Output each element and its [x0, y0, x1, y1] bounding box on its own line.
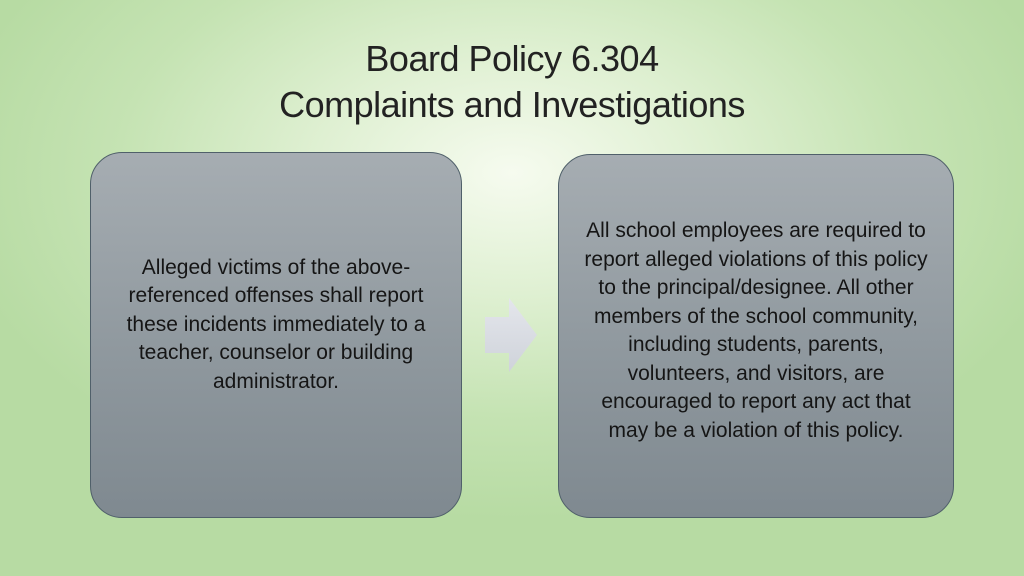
victim-reporting-text: Alleged victims of the above-referenced offenses shall report these incidents immediately to a teacher, counselor or building administrator. [126, 255, 426, 393]
slide-title [0, 36, 1024, 128]
title-line-2: Complaints and Investigations [279, 84, 745, 125]
employee-reporting-box [558, 154, 954, 518]
arrow-right-icon [485, 298, 537, 372]
victim-reporting-box [90, 152, 462, 518]
employee-reporting-text: All school employees are required to report alleged violations of this policy to the principal/designee. All other members of the school community, including students, parents, volunteers, and visitors, are encouraged to report any act that may be a violation of this policy. [584, 219, 928, 442]
title-line-1: Board Policy 6.304 [365, 38, 659, 79]
